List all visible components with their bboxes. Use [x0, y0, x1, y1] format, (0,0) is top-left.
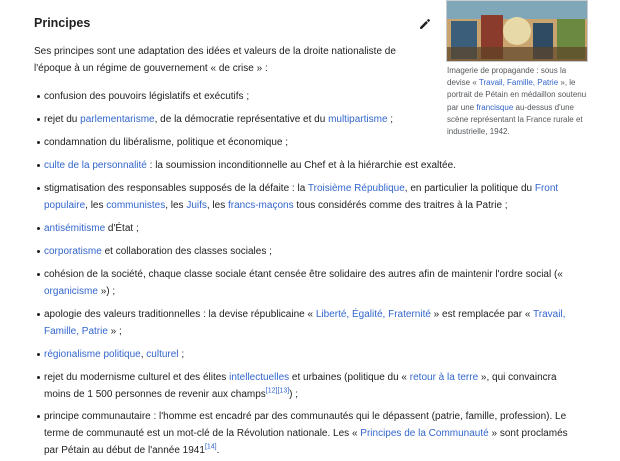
francisque-link[interactable]: francisque — [476, 102, 514, 112]
reference-13-link[interactable]: [13] — [277, 387, 290, 395]
troisieme-republique-link[interactable]: Troisième République — [307, 183, 405, 194]
list-item: cohésion de la société, chaque classe sociale étant censée être solidaire des autres afin de maintenir l'ordre social (« organicisme ») ; — [44, 266, 579, 300]
reference-14-link[interactable]: [14] — [204, 443, 217, 451]
retour-a-la-terre-link[interactable]: retour à la terre — [409, 372, 479, 383]
travail-famille-patrie-link[interactable]: Travail, Famille, Patrie — [478, 78, 559, 88]
travail-famille-patrie-link[interactable]: Travail, Famille, Patrie — [44, 309, 566, 337]
list-item: culte de la personnalité : la soumission inconditionnelle au Chef et à la hiérarchie est exaltée. — [44, 157, 579, 174]
pencil-icon[interactable] — [418, 17, 432, 31]
antisemitisme-link[interactable]: antisémitisme — [44, 223, 106, 234]
multipartisme-link[interactable]: multipartisme — [328, 114, 388, 125]
front-populaire-link[interactable]: Front populaire — [44, 183, 559, 211]
list-item: antisémitisme d'État ; — [44, 220, 579, 237]
reference-12-link[interactable]: [12] — [265, 387, 278, 395]
intro-paragraph: Ses principes sont une adaptation des idées et valeurs de la droite nationaliste de l'époque à un régime de gouvernement « de crise » : — [34, 46, 396, 74]
parlementarisme-link[interactable]: parlementarisme — [80, 114, 155, 125]
communistes-link[interactable]: communistes — [106, 200, 166, 211]
corporatisme-link[interactable]: corporatisme — [44, 246, 102, 257]
principes-communaute-link[interactable]: Principes de la Communauté — [360, 428, 489, 439]
francs-macons-link[interactable]: francs-maçons — [228, 200, 294, 211]
regionalisme-politique-link[interactable]: régionalisme politique — [44, 349, 141, 360]
list-item: confusion des pouvoirs législatifs et exécutifs ; — [44, 88, 579, 105]
liberte-egalite-fraternite-link[interactable]: Liberté, Égalité, Fraternité — [315, 309, 431, 320]
propaganda-illustration — [447, 1, 587, 61]
culturel-link[interactable]: culturel — [146, 349, 179, 360]
list-item: rejet du modernisme culturel et des élites intellectuelles et urbaines (politique du « retour à la terre », qui convaincra moins de 1 500 personnes de revenir aux champs[12][13]) ; — [44, 369, 579, 403]
organicisme-link[interactable]: organicisme — [44, 286, 98, 297]
list-item: apologie des valeurs traditionnelles : la devise républicaine « Liberté, Égalité, Fraternité » est remplacée par « Travail, Famille, Patrie » ; — [44, 306, 579, 340]
section-heading: Principes — [34, 16, 91, 30]
propaganda-image[interactable] — [446, 0, 588, 62]
list-item: principe communautaire : l'homme est encadré par des communautés qui le dépassent (patrie, famille, profession). Le terme de communauté est un mot-clé de la Révolution nationale. Les « Principes de la Communauté » sont proclamés par Pétain au début de l'année 1941[14]. — [44, 408, 579, 459]
list-item: condamnation du libéralisme, politique et économique ; — [44, 134, 579, 151]
list-item: corporatisme et collaboration des classes sociales ; — [44, 243, 579, 260]
image-caption: Imagerie de propagande : sous la devise « Travail, Famille, Patrie », le portrait de Pétain en médaillon soutenu par une francisque au-dessus d'une scène représentant la France rurale et industrielle, 1942. — [447, 66, 587, 137]
culte-personnalite-link[interactable]: culte de la personnalité — [44, 160, 147, 171]
list-item: rejet du parlementarisme, de la démocratie représentative et du multipartisme ; — [44, 111, 579, 128]
list-item: régionalisme politique, culturel ; — [44, 346, 579, 363]
list-item: stigmatisation des responsables supposés de la défaite : la Troisième République, en particulier la politique du Front populaire, les communistes, les Juifs, les francs-maçons tous considérés comme des traitres à la Patrie ; — [44, 180, 579, 214]
juifs-link[interactable]: Juifs — [186, 200, 207, 211]
intellectuelles-link[interactable]: intellectuelles — [229, 372, 290, 383]
